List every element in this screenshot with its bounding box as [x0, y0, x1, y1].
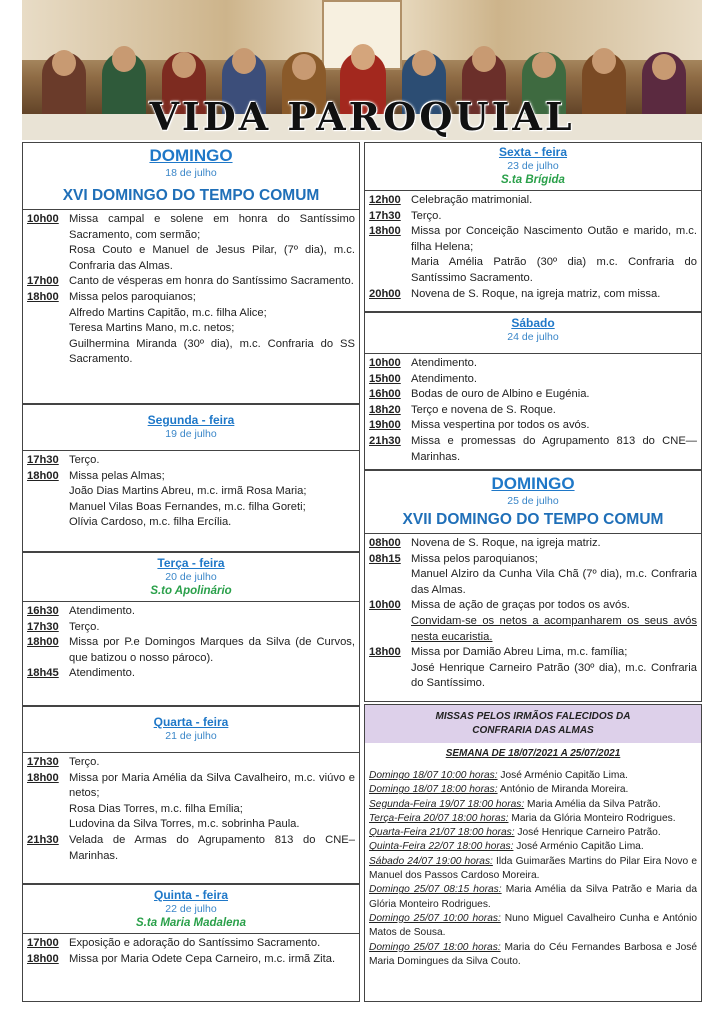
schedule-row: [27, 755, 355, 771]
schedule-row: [369, 387, 697, 403]
missas-header: [365, 705, 701, 743]
schedule-time: [27, 337, 69, 368]
missa-names: Maria Amélia da Silva Patrão e Maria da Glória Monteiro Rodrigues.: [369, 884, 697, 910]
schedule-text: Missa pelas Almas;: [69, 469, 165, 482]
schedule-text: Terço e novena de S. Roque.: [411, 403, 556, 416]
missa-entry: [365, 769, 701, 783]
missa-entry: [365, 912, 701, 941]
saturday-section: [364, 312, 702, 470]
missa-entry: [365, 798, 701, 812]
missa-names: José Henrique Carneiro Patrão.: [517, 827, 661, 839]
schedule-time: 18h00: [27, 771, 59, 784]
schedule-time: [27, 500, 69, 516]
schedule-text: Rosa Dias Torres, m.c. filha Emília;: [69, 802, 243, 815]
schedule-text: Missa por Maria Amélia da Silva Cavalheiro, m.c. viúvo e netos;: [69, 771, 355, 800]
missa-date-label: Domingo 18/07 18:00 horas:: [369, 784, 498, 796]
schedule-list: [365, 191, 701, 305]
schedule-time: [27, 306, 69, 322]
missa-date-label: Domingo 25/07 10:00 horas:: [369, 912, 501, 924]
schedule-text: Missa vespertina por todos os avós.: [411, 419, 590, 432]
missa-entry: [365, 840, 701, 854]
schedule-text: Missa por P.e Domingos Marques da Silva (de Curvos, que batizou o nosso pároco).: [69, 636, 355, 664]
day-date: 22 de julho: [165, 903, 217, 915]
saint-of-day: S.ta Maria Madalena: [136, 917, 246, 929]
missa-date-label: Quarta-Feira 21/07 18:00 horas:: [369, 827, 515, 839]
schedule-row: [27, 500, 355, 516]
schedule-text: Missa e promessas do Agrupamento 813 do CNE—Marinhas.: [411, 434, 697, 463]
schedule-time: 17h00: [27, 937, 59, 949]
schedule-row: [27, 212, 355, 243]
schedule-time: 10h00: [369, 357, 401, 369]
missa-date-label: Segunda-Feira 19/07 18:00 horas:: [369, 798, 525, 810]
schedule-text: Atendimento.: [69, 605, 135, 617]
day-title: Terça - feira: [157, 556, 225, 570]
missa-entry: [365, 883, 701, 912]
schedule-row: [369, 536, 697, 552]
schedule-time: 18h00: [27, 636, 59, 649]
schedule-row: [27, 666, 355, 682]
schedule-text: José Henrique Carneiro Patrão (30º dia), m.c. Confraria do Santíssimo.: [411, 661, 697, 690]
day-date: 20 de julho: [165, 571, 217, 583]
schedule-row: [369, 598, 697, 614]
schedule-text: Celebração matrimonial.: [411, 194, 533, 206]
schedule-time: 21h30: [27, 833, 59, 846]
schedule-row: [369, 287, 697, 303]
day-date: 24 de julho: [507, 331, 559, 343]
day-title: DOMINGO: [149, 146, 233, 165]
schedule-time: 17h30: [27, 756, 59, 768]
schedule-time: 17h30: [27, 454, 59, 466]
schedule-row: [27, 604, 355, 620]
schedule-row: [27, 484, 355, 500]
day-title: Sábado: [511, 316, 555, 330]
liturgy-title: XVII DOMINGO DO TEMPO COMUM: [402, 511, 664, 528]
missa-names: Maria da Glória Monteiro Rodrigues.: [511, 812, 676, 824]
schedule-time: [369, 567, 411, 598]
schedule-time: 08h15: [369, 552, 401, 565]
schedule-list: [23, 602, 359, 685]
schedule-time: 18h45: [27, 667, 59, 680]
schedule-row: [27, 620, 355, 636]
schedule-time: 21h30: [369, 434, 401, 447]
schedule-text: Alfredo Martins Capitão, m.c. filha Alice;: [69, 306, 267, 319]
schedule-row: [369, 356, 697, 372]
schedule-text: Olívia Cardoso, m.c. filha Ercília.: [69, 516, 232, 529]
schedule-text: Exposição e adoração do Santíssimo Sacramento.: [69, 937, 321, 949]
missa-names: Maria Amélia da Silva Patrão.: [527, 798, 661, 810]
schedule-time: 12h00: [369, 194, 401, 206]
schedule-text: Teresa Martins Mano, m.c. netos;: [69, 322, 235, 335]
schedule-row: [27, 469, 355, 485]
tuesday-section: [22, 552, 360, 706]
schedule-row: [27, 771, 355, 802]
day-title: Quinta - feira: [153, 888, 228, 902]
missas-list: [365, 769, 701, 969]
missa-date-label: Domingo 25/07 08:15 horas:: [369, 884, 502, 896]
schedule-text: Canto de vésperas em honra do Santíssimo Sacramento.: [69, 275, 354, 288]
missa-names: José Arménio Capitão Lima.: [516, 841, 644, 853]
schedule-time: [27, 802, 69, 818]
day-date: 21 de julho: [165, 730, 217, 742]
schedule-row: [369, 434, 697, 465]
schedule-text: Novena de S. Roque, na igreja matriz, com missa.: [411, 287, 661, 300]
schedule-time: 17h00: [27, 275, 59, 288]
page-title: VIDA PAROQUIAL: [149, 94, 575, 139]
schedule-time: 18h00: [369, 646, 401, 659]
schedule-list: [23, 753, 359, 867]
schedule-text: Maria Amélia Patrão (30º dia) m.c. Confraria do Santíssimo Sacramento.: [411, 256, 697, 284]
schedule-text: Terço.: [69, 620, 100, 633]
day-date: 23 de julho: [507, 160, 559, 172]
sunday-18-section: [22, 142, 360, 404]
missas-title-line2: CONFRARIA DAS ALMAS: [472, 725, 594, 736]
missa-date-label: Terça-Feira 20/07 18:00 horas:: [369, 812, 509, 824]
missa-date-label: Domingo 25/07 18:00 horas:: [369, 941, 501, 953]
schedule-row: [27, 635, 355, 666]
missa-date-label: Quinta-Feira 22/07 18:00 horas:: [369, 841, 514, 853]
schedule-text: Terço.: [69, 756, 100, 768]
schedule-text: Missa pelos paroquianos;: [411, 552, 538, 565]
schedule-text: Ludovina da Silva Torres, m.c. sobrinha Paula.: [69, 818, 300, 831]
wednesday-section: [22, 706, 360, 884]
schedule-time: 16h30: [27, 605, 59, 617]
schedule-time: [27, 243, 69, 274]
schedule-text: Missa pelos paroquianos;: [69, 290, 196, 303]
saint-of-day: S.to Apolinário: [150, 585, 232, 597]
missa-names: António de Miranda Moreira.: [499, 784, 629, 796]
schedule-text: Missa por Damião Abreu Lima, m.c. família;: [411, 646, 628, 659]
schedule-row: [27, 274, 355, 290]
day-title: Segunda - feira: [147, 413, 235, 427]
schedule-text: Rosa Couto e Manuel de Jesus Pilar, (7º dia), m.c. Confraria das Almas.: [69, 244, 355, 272]
schedule-time: [27, 484, 69, 500]
schedule-row: [27, 306, 355, 322]
schedule-row: [27, 936, 355, 952]
schedule-time: 18h00: [27, 952, 59, 965]
week-range: SEMANA DE 18/07/2021 A 25/07/2021: [445, 748, 621, 759]
schedule-row: [27, 321, 355, 337]
missas-title-line1: MISSAS PELOS IRMÃOS FALECIDOS DA: [435, 711, 631, 722]
day-date: 19 de julho: [165, 428, 217, 440]
missa-entry: [365, 812, 701, 826]
missa-entry: [365, 783, 701, 797]
schedule-row: [369, 661, 697, 692]
schedule-row: [27, 802, 355, 818]
schedule-row: [27, 515, 355, 531]
schedule-row: [27, 817, 355, 833]
schedule-text: Atendimento.: [69, 667, 135, 680]
schedule-time: 20h00: [369, 287, 401, 300]
schedule-time: 18h00: [27, 290, 59, 303]
schedule-text: Manuel Alziro da Cunha Vila Chã (7º dia), m.c. Confraria das Almas.: [411, 568, 697, 596]
missa-entry: [365, 941, 701, 970]
schedule-row: [369, 193, 697, 209]
schedule-row: [369, 209, 697, 225]
schedule-row: [369, 645, 697, 661]
schedule-text: Manuel Vilas Boas Fernandes, m.c. filha Goreti;: [69, 500, 306, 513]
schedule-text: Novena de S. Roque, na igreja matriz.: [411, 537, 601, 549]
missas-confraria-section: [364, 704, 702, 1002]
schedule-row: [369, 403, 697, 419]
schedule-time: 19h00: [369, 419, 401, 432]
thursday-section: [22, 884, 360, 1002]
schedule-text: Atendimento.: [411, 372, 477, 385]
schedule-row: [27, 952, 355, 968]
missa-entry: [365, 826, 701, 840]
schedule-time: 18h00: [27, 469, 59, 482]
missa-names: Ilda Guimarães Martins do Pilar Eira Novo e Manuel dos Passos Cardoso Moreira.: [369, 855, 697, 882]
schedule-list: [23, 451, 359, 534]
schedule-time: 18h00: [369, 225, 401, 238]
schedule-time: 10h00: [27, 213, 59, 225]
missa-date-label: Domingo 18/07 10:00 horas:: [369, 770, 498, 781]
day-title: Quarta - feira: [153, 715, 229, 729]
missa-entry: [365, 855, 701, 884]
schedule-row: [27, 290, 355, 306]
schedule-list: [23, 934, 359, 970]
schedule-time: 08h00: [369, 537, 401, 549]
schedule-row: [369, 552, 697, 568]
schedule-row: [369, 418, 697, 434]
day-title: Sexta - feira: [498, 145, 568, 159]
schedule-row: [27, 833, 355, 864]
schedule-note: Convidam-se os netos a acompanharem os seus avós nesta eucaristia.: [411, 614, 697, 643]
friday-section: [364, 142, 702, 312]
schedule-list: [23, 210, 359, 371]
schedule-text: Guilhermina Miranda (30º dia), m.c. Confraria do SS Sacramento.: [69, 337, 355, 366]
schedule-text: João Dias Martins Abreu, m.c. irmã Rosa Maria;: [69, 485, 307, 498]
saint-of-day: S.ta Brígida: [501, 174, 565, 186]
schedule-row: [369, 567, 697, 598]
schedule-row: [27, 243, 355, 274]
schedule-time: 10h00: [369, 599, 401, 612]
schedule-text: Bodas de ouro de Albino e Eugénia.: [411, 388, 590, 401]
schedule-list: [365, 534, 701, 695]
schedule-time: 17h30: [369, 209, 401, 222]
day-date: 25 de julho: [507, 495, 559, 507]
schedule-list: [365, 354, 701, 468]
day-date: 18 de julho: [165, 167, 217, 179]
schedule-row: [369, 372, 697, 388]
schedule-time: [27, 515, 69, 531]
schedule-text: Missa por Maria Odete Cepa Carneiro, m.c. irmã Zita.: [69, 952, 336, 965]
missa-names: José Arménio Capitão Lima.: [500, 770, 628, 781]
missa-names: Nuno Miguel Cavalheiro Cunha e António Matos de Sousa.: [369, 912, 697, 939]
schedule-text: Missa de ação de graças por todos os avós.: [411, 599, 630, 612]
schedule-row: [369, 614, 697, 645]
schedule-time: 17h30: [27, 620, 59, 633]
sunday-25-section: [364, 470, 702, 702]
monday-section: [22, 404, 360, 552]
schedule-row: [27, 337, 355, 368]
schedule-text: Velada de Armas do Agrupamento 813 do CNE– Marinhas.: [69, 833, 355, 862]
schedule-text: Atendimento.: [411, 357, 477, 369]
schedule-time: [369, 255, 411, 286]
schedule-row: [27, 453, 355, 469]
schedule-time: [369, 661, 411, 692]
missa-date-label: Sábado 24/07 19:00 horas:: [369, 855, 493, 867]
schedule-text: Missa por Conceição Nascimento Outão e marido, m.c. filha Helena;: [411, 225, 697, 253]
day-title: DOMINGO: [491, 474, 575, 493]
schedule-time: 18h20: [369, 403, 401, 416]
schedule-time: 15h00: [369, 372, 401, 385]
schedule-time: [27, 817, 69, 833]
schedule-text: Missa campal e solene em honra do Santíssimo Sacramento, com sermão;: [69, 213, 355, 241]
schedule-row: [369, 255, 697, 286]
schedule-text: Terço.: [411, 209, 442, 222]
missa-names: Maria do Céu Fernandes Barbosa e José Maria Domingues da Silva Couto.: [369, 941, 697, 967]
schedule-time: 16h00: [369, 388, 401, 401]
schedule-time: [27, 321, 69, 337]
schedule-row: [369, 224, 697, 255]
liturgy-title: XVI DOMINGO DO TEMPO COMUM: [62, 187, 320, 204]
schedule-text: Terço.: [69, 454, 100, 466]
